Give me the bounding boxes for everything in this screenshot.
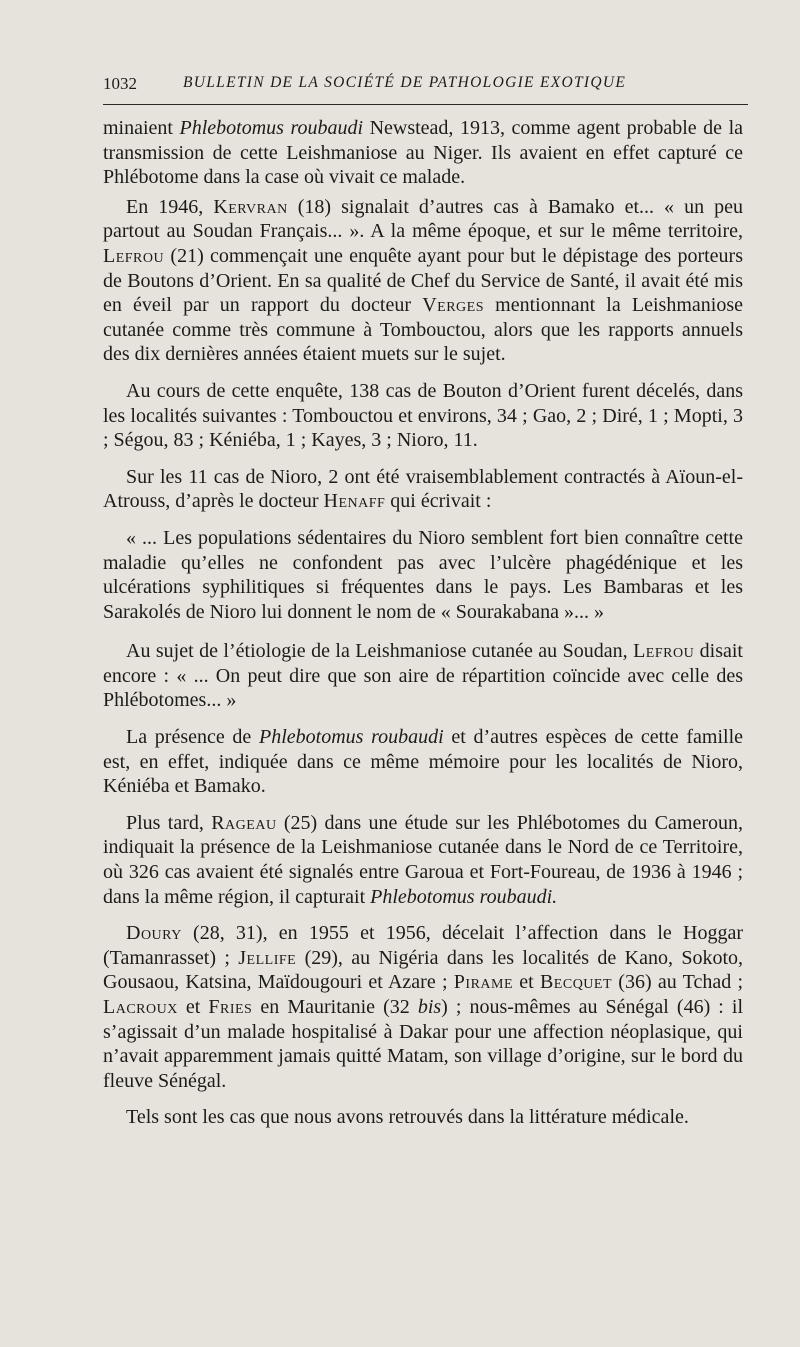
author-name: Verges [422,294,484,317]
article-body [103,116,743,1142]
paragraph-6: Au sujet de l’étiologie de la Leishmaniose cutanée au Soudan, Lefrou disait encore : « ... On peut dire que son aire de répartition coïncide avec celle des Phlébotomes... » [103,640,743,712]
paragraph-4: Sur les 11 cas de Nioro, 2 ont été vraisemblablement contractés à Aïoun-el-Atrouss, d’après le docteur Henaff qui écrivait : [103,465,743,513]
paragraph-9: Doury (28, 31), en 1955 et 1956, décelait l’affection dans le Hoggar (Tamanrasset) ; Jellife (29), au Nigéria dans les localités de Kano, Sokoto, Gousaou, Katsina, Maïdougouri et Azare ; Pirame et Becquet (36) au Tchad ; Lacroux et Fries en Mauritanie (32 bis) ; nous-mêmes au Sénégal (46) : il s’agissait d’un malade hospitalisé à Dakar pour une affection néoplasique, qui n’avait apparemment jamais quitté Matam, son village d’origine, sur le bord du fleuve Sénégal. [103,922,744,1092]
journal-title: BULLETIN DE LA SOCIÉTÉ DE PATHOLOGIE EXOTIQUE [183,74,627,91]
paragraph-8: Plus tard, Rageau (25) dans une étude sur les Phlébotomes du Cameroun, indiquait la présence de la Leishmaniose cutanée dans le Nord de ce Territoire, où 326 cas avaient été signalés entre Garoua et Fort-Foureau, de 1936 à 1946 ; dans la même région, il capturait Phlebotomus roubaudi. [103,811,743,908]
author-name: Jellife [238,946,297,969]
page-number: 1032 [103,74,137,93]
header-rule [103,104,748,105]
author-name: Henaff [323,490,386,513]
running-header [103,74,748,102]
paragraph-2: En 1946, Kervran (18) signalait d’autres cas à Bamako et... « un peu partout au Soudan Français... ». A la même époque, et sur le même territoire, Lefrou (21) commençait une enquête ayant pour but le dépistage des porteurs de Boutons d’Orient. En sa qualité de Chef du Service de Santé, il avait été mis en éveil par un rapport du docteur Verges mentionnant la Leishmaniose cutanée comme très commune à Tombouctou, alors que les rapports annuels des dix dernières années étaient muets sur le sujet. [103,195,744,366]
species-name: Phlebotomus roubaudi. [370,885,558,908]
author-name: Lacroux [103,996,178,1018]
paragraph-5-quote: « ... Les populations sédentaires du Nioro semblent fort bien connaître cette maladie qu’elles ne confondent pas avec l’ulcère phagédénique et les ulcérations syphilitiques si fréquentes dans le pays. Les Bambaras et les Sarakolés de Nioro lui donnent le nom de « Sourakabana »... » [103,526,743,623]
author-name: Fries [208,996,253,1018]
author-name: Rageau [211,811,277,834]
author-name: Becquet [539,971,613,994]
paragraph-3: Au cours de cette enquête, 138 cas de Bouton d’Orient furent décelés, dans les localités suivantes : Tombouctou et environs, 34 ; Gao, 2 ; Diré, 1 ; Mopti, 3 ; Ségou, 83 ; Kéniéba, 1 ; Kayes, 3 ; Nioro, 11. [103,379,743,452]
species-name: Phlebotomus roubaudi [179,117,364,139]
author-name: Pirame [453,971,514,994]
author-name: Kervran [213,195,288,218]
author-name: Doury [126,922,182,945]
paragraph-10: Tels sont les cas que nous avons retrouvés dans la littérature médicale. [126,1106,689,1129]
paragraph-7: La présence de Phlebotomus roubaudi et d’autres espèces de cette famille est, en effet, indiquée dans ce même mémoire pour les localités de Nioro, Kéniéba et Bamako. [103,726,744,798]
author-name: Lefrou [633,640,695,663]
species-name: Phlebotomus roubaudi [258,726,444,749]
author-name: Lefrou [103,244,165,267]
paragraph-1: minaient Phlebotomus roubaudi Newstead, 1913, comme agent probable de la transmission de cette Leishmaniose au Niger. Ils avaient en effet capturé ce Phlébotome dans la case où vivait ce malade. [103,117,744,189]
